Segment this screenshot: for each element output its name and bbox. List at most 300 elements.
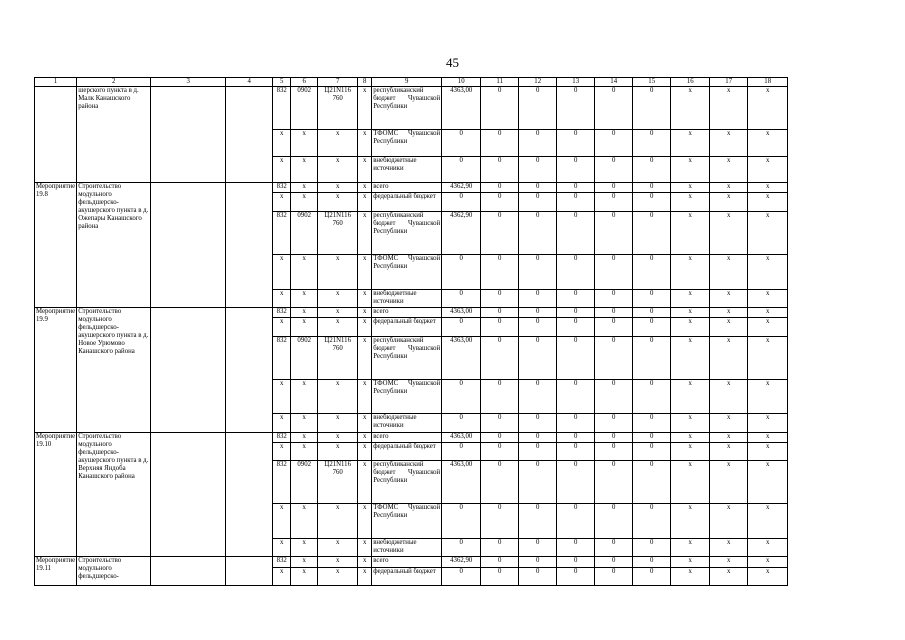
year-value-cell: 0 <box>633 442 671 460</box>
table-row <box>35 87 788 130</box>
funding-source-cell: внебюджетные источники <box>372 156 442 183</box>
expense-type-cell: x <box>358 87 372 130</box>
year-value-cell: 0 <box>595 130 633 157</box>
year-value-cell: x <box>671 289 710 307</box>
column-number-cell: 5 <box>273 78 291 87</box>
funding-source-cell: всего <box>372 307 442 317</box>
expense-type-cell: x <box>358 379 372 414</box>
year-value-cell: 0 <box>557 193 595 211</box>
funding-source-cell: ТФОМС Чувашской Республики <box>372 504 442 539</box>
target-article-cell: x <box>318 307 358 317</box>
year-value-cell: 0 <box>481 87 519 130</box>
year-value-cell: 0 <box>595 87 633 130</box>
year-value-cell: 0 <box>557 289 595 307</box>
expense-type-cell: x <box>358 318 372 336</box>
year-value-cell: 0 <box>519 379 557 414</box>
gr-code-cell: x <box>273 414 291 432</box>
funding-source-cell: федеральный бюджет <box>372 193 442 211</box>
year-value-cell: 0 <box>633 567 671 585</box>
year-value-cell: 0 <box>633 414 671 432</box>
year-value-cell: x <box>710 318 748 336</box>
section-code-cell: x <box>291 130 318 157</box>
year-value-cell: x <box>748 539 788 557</box>
measure-cell: Мероприятие 19.9 <box>35 307 77 432</box>
funding-source-cell: всего <box>372 183 442 193</box>
gr-code-cell: 832 <box>273 87 291 130</box>
expense-type-cell: x <box>358 336 372 379</box>
year-value-cell: x <box>671 307 710 317</box>
year-value-cell: 0 <box>519 567 557 585</box>
expense-type-cell: x <box>358 461 372 504</box>
gr-code-cell: x <box>273 289 291 307</box>
year-value-cell: x <box>671 379 710 414</box>
year-value-cell: 0 <box>519 336 557 379</box>
measure-name-cell: Строительство модульного фельдшерско-акушерского пункта в д. Новое Урюмово Канашского района <box>77 307 151 432</box>
year-value-cell: 0 <box>481 567 519 585</box>
year-value-cell: x <box>710 379 748 414</box>
empty-cell <box>151 87 226 183</box>
year-value-cell: x <box>748 130 788 157</box>
section-code-cell: x <box>291 539 318 557</box>
measure-cell: Мероприятие 19.10 <box>35 432 77 557</box>
year-value-cell: 0 <box>557 379 595 414</box>
year-value-cell: x <box>748 289 788 307</box>
year-value-cell: 0 <box>481 557 519 567</box>
measure-cell <box>35 87 77 183</box>
year-value-cell: x <box>671 461 710 504</box>
gr-code-cell: 832 <box>273 336 291 379</box>
target-article-cell: Ц21N116 760 <box>318 87 358 130</box>
column-number-cell: 7 <box>318 78 358 87</box>
amount-cell: 4363,00 <box>442 336 481 379</box>
expense-type-cell: x <box>358 442 372 460</box>
year-value-cell: x <box>710 442 748 460</box>
year-value-cell: 0 <box>557 414 595 432</box>
section-code-cell: x <box>291 307 318 317</box>
section-code-cell: x <box>291 442 318 460</box>
year-value-cell: 0 <box>519 461 557 504</box>
funding-source-cell: внебюджетные источники <box>372 414 442 432</box>
year-value-cell: 0 <box>557 504 595 539</box>
year-value-cell: 0 <box>595 211 633 254</box>
funding-source-cell: внебюджетные источники <box>372 289 442 307</box>
column-number-cell: 2 <box>77 78 151 87</box>
year-value-cell: 0 <box>595 442 633 460</box>
target-article-cell: x <box>318 254 358 289</box>
year-value-cell: 0 <box>519 254 557 289</box>
funding-source-cell: федеральный бюджет <box>372 318 442 336</box>
year-value-cell: x <box>671 557 710 567</box>
funding-source-cell: республиканский бюджет Чувашской Республики <box>372 211 442 254</box>
year-value-cell: 0 <box>481 432 519 442</box>
year-value-cell: x <box>748 567 788 585</box>
measure-name-cell: Строительство модульного фельдшерско-акушерского пункта в д. Верхняя Яндоба Канашского района <box>77 432 151 557</box>
table-row <box>35 557 788 567</box>
year-value-cell: x <box>748 254 788 289</box>
year-value-cell: 0 <box>633 183 671 193</box>
year-value-cell: x <box>710 130 748 157</box>
gr-code-cell: x <box>273 379 291 414</box>
amount-cell: 4363,00 <box>442 307 481 317</box>
target-article-cell: x <box>318 193 358 211</box>
year-value-cell: 0 <box>595 461 633 504</box>
year-value-cell: 0 <box>557 461 595 504</box>
empty-cell <box>151 307 226 432</box>
amount-cell: 0 <box>442 289 481 307</box>
year-value-cell: x <box>671 183 710 193</box>
gr-code-cell: x <box>273 567 291 585</box>
section-code-cell: x <box>291 289 318 307</box>
year-value-cell: x <box>671 130 710 157</box>
year-value-cell: x <box>710 567 748 585</box>
year-value-cell: x <box>710 307 748 317</box>
year-value-cell: x <box>671 156 710 183</box>
year-value-cell: x <box>710 254 748 289</box>
year-value-cell: 0 <box>633 318 671 336</box>
section-code-cell: x <box>291 318 318 336</box>
measure-name-cell: шерского пункта в д. Малк Канашского района <box>77 87 151 183</box>
year-value-cell: 0 <box>481 211 519 254</box>
section-code-cell: x <box>291 254 318 289</box>
year-value-cell: x <box>710 432 748 442</box>
year-value-cell: x <box>748 156 788 183</box>
target-article-cell: x <box>318 414 358 432</box>
year-value-cell: 0 <box>519 156 557 183</box>
section-code-cell: 0902 <box>291 211 318 254</box>
year-value-cell: x <box>671 504 710 539</box>
target-article-cell: x <box>318 318 358 336</box>
amount-cell: 4363,00 <box>442 432 481 442</box>
column-number-cell: 18 <box>748 78 788 87</box>
year-value-cell: 0 <box>557 211 595 254</box>
gr-code-cell: 832 <box>273 183 291 193</box>
year-value-cell: 0 <box>557 432 595 442</box>
funding-source-cell: внебюджетные источники <box>372 539 442 557</box>
year-value-cell: x <box>748 183 788 193</box>
year-value-cell: 0 <box>481 504 519 539</box>
amount-cell: 0 <box>442 130 481 157</box>
funding-source-cell: республиканский бюджет Чувашской Республики <box>372 87 442 130</box>
year-value-cell: 0 <box>595 318 633 336</box>
year-value-cell: 0 <box>633 87 671 130</box>
gr-code-cell: 832 <box>273 461 291 504</box>
year-value-cell: 0 <box>557 130 595 157</box>
year-value-cell: 0 <box>633 130 671 157</box>
year-value-cell: x <box>748 432 788 442</box>
year-value-cell: 0 <box>633 211 671 254</box>
year-value-cell: x <box>710 183 748 193</box>
expense-type-cell: x <box>358 289 372 307</box>
column-number-cell: 9 <box>372 78 442 87</box>
section-code-cell: x <box>291 567 318 585</box>
target-article-cell: x <box>318 442 358 460</box>
year-value-cell: x <box>671 567 710 585</box>
year-value-cell: x <box>748 414 788 432</box>
year-value-cell: 0 <box>519 87 557 130</box>
measure-name-cell: Строительство модульного фельдшерско- <box>77 557 151 586</box>
measure-cell: Мероприятие 19.8 <box>35 183 77 308</box>
year-value-cell: x <box>671 432 710 442</box>
target-article-cell: x <box>318 289 358 307</box>
year-value-cell: x <box>748 211 788 254</box>
year-value-cell: x <box>710 336 748 379</box>
empty-cell <box>226 557 273 586</box>
year-value-cell: 0 <box>481 318 519 336</box>
year-value-cell: 0 <box>595 193 633 211</box>
year-value-cell: 0 <box>595 379 633 414</box>
year-value-cell: 0 <box>519 130 557 157</box>
year-value-cell: x <box>671 87 710 130</box>
section-code-cell: x <box>291 183 318 193</box>
year-value-cell: 0 <box>481 193 519 211</box>
funding-source-cell: ТФОМС Чувашской Республики <box>372 130 442 157</box>
expense-type-cell: x <box>358 130 372 157</box>
target-article-cell: x <box>318 567 358 585</box>
year-value-cell: 0 <box>557 539 595 557</box>
year-value-cell: 0 <box>519 193 557 211</box>
amount-cell: 4362,90 <box>442 211 481 254</box>
column-number-cell: 4 <box>226 78 273 87</box>
amount-cell: 4363,00 <box>442 87 481 130</box>
amount-cell: 0 <box>442 539 481 557</box>
year-value-cell: x <box>710 557 748 567</box>
year-value-cell: x <box>748 461 788 504</box>
amount-cell: 4362,90 <box>442 183 481 193</box>
year-value-cell: x <box>671 414 710 432</box>
year-value-cell: x <box>671 336 710 379</box>
table-row <box>35 183 788 193</box>
year-value-cell: x <box>710 193 748 211</box>
section-code-cell: x <box>291 379 318 414</box>
gr-code-cell: x <box>273 442 291 460</box>
funding-source-cell: республиканский бюджет Чувашской Республики <box>372 461 442 504</box>
target-article-cell: Ц21N116 760 <box>318 461 358 504</box>
target-article-cell: x <box>318 130 358 157</box>
year-value-cell: 0 <box>557 254 595 289</box>
gr-code-cell: 832 <box>273 432 291 442</box>
measure-name-cell: Строительство модульного фельдшерско-акушерского пункта в д. Ожепары Канашского района <box>77 183 151 308</box>
year-value-cell: 0 <box>595 254 633 289</box>
gr-code-cell: 832 <box>273 557 291 567</box>
funding-source-cell: федеральный бюджет <box>372 442 442 460</box>
amount-cell: 4362,90 <box>442 557 481 567</box>
year-value-cell: 0 <box>595 307 633 317</box>
target-article-cell: Ц21N116 760 <box>318 211 358 254</box>
empty-cell <box>226 183 273 308</box>
column-number-cell: 1 <box>35 78 77 87</box>
column-number-cell: 12 <box>519 78 557 87</box>
target-article-cell: x <box>318 156 358 183</box>
expense-type-cell: x <box>358 193 372 211</box>
table-body <box>35 78 788 586</box>
year-value-cell: 0 <box>595 414 633 432</box>
gr-code-cell: x <box>273 318 291 336</box>
year-value-cell: 0 <box>633 432 671 442</box>
year-value-cell: 0 <box>481 307 519 317</box>
year-value-cell: 0 <box>519 211 557 254</box>
year-value-cell: 0 <box>557 442 595 460</box>
year-value-cell: 0 <box>519 539 557 557</box>
year-value-cell: 0 <box>557 183 595 193</box>
year-value-cell: x <box>748 504 788 539</box>
year-value-cell: x <box>671 539 710 557</box>
year-value-cell: 0 <box>633 254 671 289</box>
expense-type-cell: x <box>358 432 372 442</box>
target-article-cell: x <box>318 432 358 442</box>
funding-source-cell: республиканский бюджет Чувашской Республики <box>372 336 442 379</box>
year-value-cell: 0 <box>519 289 557 307</box>
expense-type-cell: x <box>358 183 372 193</box>
target-article-cell: x <box>318 557 358 567</box>
year-value-cell: 0 <box>595 156 633 183</box>
column-number-cell: 17 <box>710 78 748 87</box>
year-value-cell: 0 <box>633 193 671 211</box>
section-code-cell: x <box>291 557 318 567</box>
expense-type-cell: x <box>358 567 372 585</box>
funding-source-cell: ТФОМС Чувашской Республики <box>372 254 442 289</box>
year-value-cell: 0 <box>481 442 519 460</box>
target-article-cell: x <box>318 504 358 539</box>
year-value-cell: x <box>710 87 748 130</box>
section-code-cell: x <box>291 414 318 432</box>
year-value-cell: x <box>710 211 748 254</box>
year-value-cell: 0 <box>557 567 595 585</box>
year-value-cell: 0 <box>481 336 519 379</box>
empty-cell <box>226 432 273 557</box>
year-value-cell: 0 <box>557 336 595 379</box>
year-value-cell: 0 <box>633 557 671 567</box>
year-value-cell: 0 <box>595 336 633 379</box>
empty-cell <box>226 87 273 183</box>
empty-cell <box>151 557 226 586</box>
year-value-cell: 0 <box>633 504 671 539</box>
year-value-cell: 0 <box>595 289 633 307</box>
year-value-cell: 0 <box>633 539 671 557</box>
amount-cell: 0 <box>442 318 481 336</box>
target-article-cell: x <box>318 539 358 557</box>
column-number-cell: 10 <box>442 78 481 87</box>
empty-cell <box>151 432 226 557</box>
expense-type-cell: x <box>358 539 372 557</box>
year-value-cell: 0 <box>519 414 557 432</box>
year-value-cell: x <box>671 254 710 289</box>
measure-cell: Мероприятие 19.11 <box>35 557 77 586</box>
year-value-cell: x <box>748 557 788 567</box>
section-code-cell: 0902 <box>291 87 318 130</box>
year-value-cell: 0 <box>595 557 633 567</box>
column-number-cell: 15 <box>633 78 671 87</box>
year-value-cell: x <box>748 318 788 336</box>
year-value-cell: 0 <box>595 504 633 539</box>
year-value-cell: 0 <box>557 307 595 317</box>
year-value-cell: 0 <box>633 461 671 504</box>
year-value-cell: 0 <box>481 183 519 193</box>
gr-code-cell: x <box>273 156 291 183</box>
gr-code-cell: x <box>273 254 291 289</box>
funding-source-cell: всего <box>372 557 442 567</box>
amount-cell: 0 <box>442 156 481 183</box>
year-value-cell: x <box>671 318 710 336</box>
amount-cell: 0 <box>442 442 481 460</box>
expense-type-cell: x <box>358 307 372 317</box>
gr-code-cell: 832 <box>273 211 291 254</box>
year-value-cell: x <box>748 307 788 317</box>
year-value-cell: 0 <box>519 442 557 460</box>
amount-cell: 0 <box>442 504 481 539</box>
year-value-cell: 0 <box>557 557 595 567</box>
year-value-cell: x <box>710 539 748 557</box>
year-value-cell: 0 <box>519 557 557 567</box>
column-number-cell: 11 <box>481 78 519 87</box>
expense-type-cell: x <box>358 557 372 567</box>
year-value-cell: 0 <box>481 414 519 432</box>
year-value-cell: x <box>748 193 788 211</box>
column-number-cell: 3 <box>151 78 226 87</box>
year-value-cell: x <box>671 193 710 211</box>
year-value-cell: 0 <box>481 461 519 504</box>
year-value-cell: 0 <box>481 539 519 557</box>
section-code-cell: x <box>291 156 318 183</box>
year-value-cell: x <box>671 211 710 254</box>
column-number-cell: 16 <box>671 78 710 87</box>
section-code-cell: x <box>291 504 318 539</box>
table-row <box>35 307 788 317</box>
year-value-cell: 0 <box>595 567 633 585</box>
funding-source-cell: федеральный бюджет <box>372 567 442 585</box>
year-value-cell: x <box>710 289 748 307</box>
empty-cell <box>151 183 226 308</box>
year-value-cell: x <box>748 87 788 130</box>
amount-cell: 0 <box>442 414 481 432</box>
amount-cell: 0 <box>442 193 481 211</box>
year-value-cell: 0 <box>633 289 671 307</box>
section-code-cell: 0902 <box>291 336 318 379</box>
year-value-cell: 0 <box>633 336 671 379</box>
budget-table <box>34 77 788 586</box>
year-value-cell: x <box>671 442 710 460</box>
year-value-cell: x <box>710 461 748 504</box>
target-article-cell: Ц21N116 760 <box>318 336 358 379</box>
page-number: 45 <box>446 55 459 70</box>
year-value-cell: 0 <box>633 379 671 414</box>
expense-type-cell: x <box>358 504 372 539</box>
year-value-cell: 0 <box>557 156 595 183</box>
year-value-cell: 0 <box>595 183 633 193</box>
year-value-cell: 0 <box>595 539 633 557</box>
target-article-cell: x <box>318 183 358 193</box>
year-value-cell: x <box>748 336 788 379</box>
gr-code-cell: 832 <box>273 307 291 317</box>
year-value-cell: 0 <box>481 379 519 414</box>
amount-cell: 0 <box>442 379 481 414</box>
expense-type-cell: x <box>358 156 372 183</box>
year-value-cell: 0 <box>481 130 519 157</box>
amount-cell: 0 <box>442 254 481 289</box>
year-value-cell: 0 <box>557 87 595 130</box>
expense-type-cell: x <box>358 211 372 254</box>
gr-code-cell: x <box>273 504 291 539</box>
year-value-cell: 0 <box>557 318 595 336</box>
year-value-cell: 0 <box>519 432 557 442</box>
table-row <box>35 432 788 442</box>
amount-cell: 4363,00 <box>442 461 481 504</box>
column-number-cell: 13 <box>557 78 595 87</box>
gr-code-cell: x <box>273 539 291 557</box>
year-value-cell: 0 <box>481 156 519 183</box>
year-value-cell: x <box>710 504 748 539</box>
year-value-cell: x <box>710 156 748 183</box>
section-code-cell: x <box>291 432 318 442</box>
